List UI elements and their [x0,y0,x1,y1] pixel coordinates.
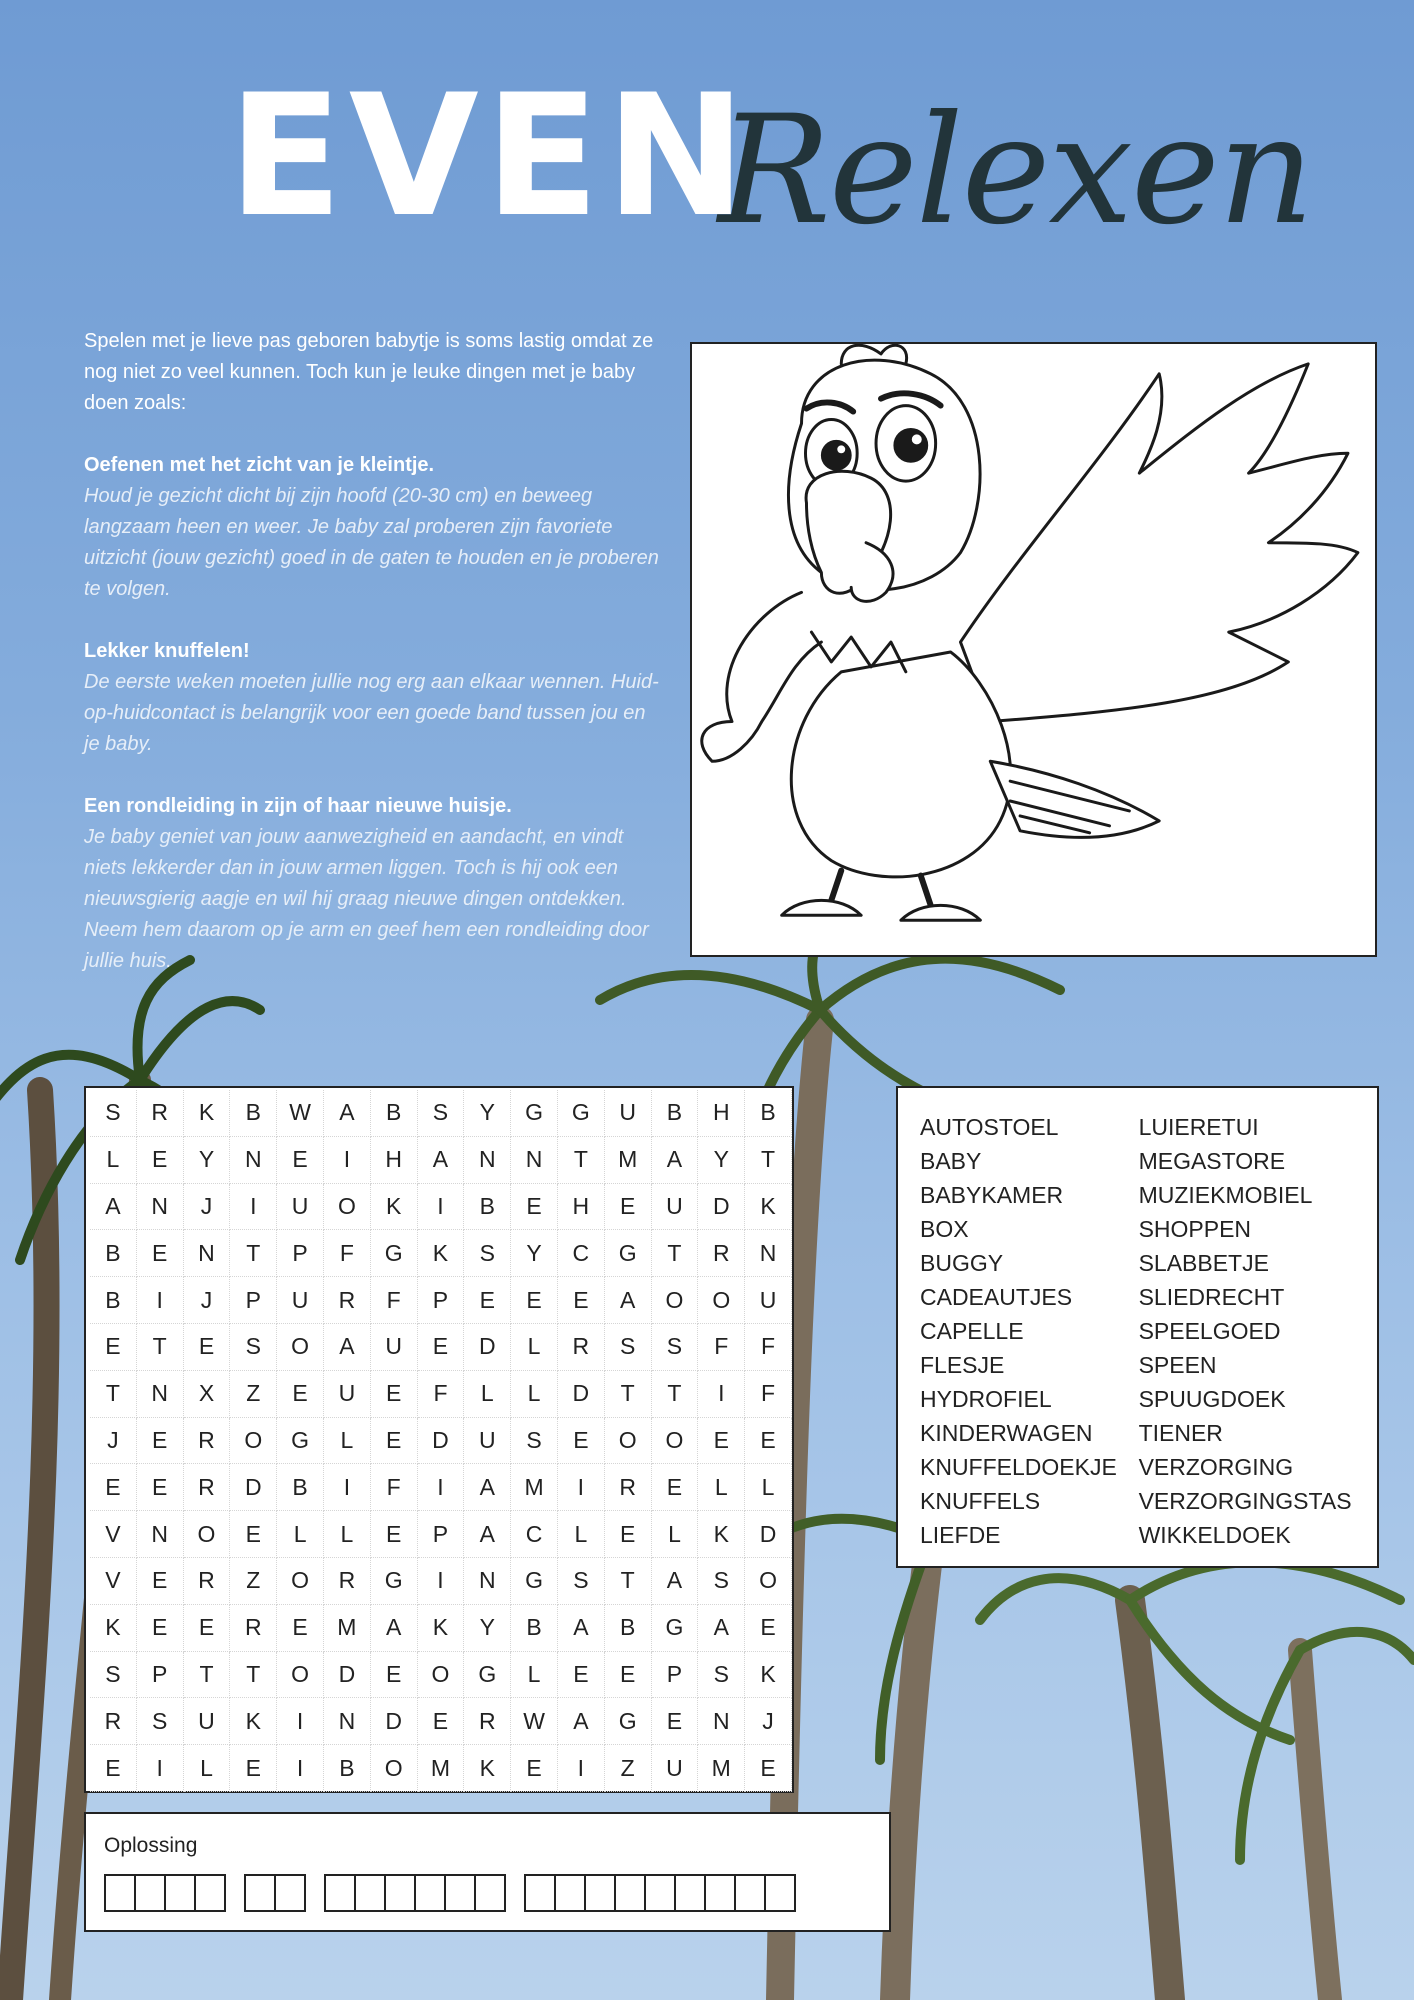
grid-cell: E [137,1558,184,1605]
grid-cell: I [418,1184,465,1231]
grid-cell: Y [511,1230,558,1277]
word-item: SPUUGDOEK [1138,1386,1286,1412]
solution-letter-box[interactable] [354,1874,386,1912]
grid-cell: D [558,1371,605,1418]
grid-cell: E [90,1464,137,1511]
grid-cell: E [277,1371,324,1418]
grid-cell: B [90,1277,137,1324]
grid-cell: L [745,1464,792,1511]
grid-cell: L [652,1511,699,1558]
solution-letter-box[interactable] [764,1874,796,1912]
word-item: BOX [920,1216,969,1242]
grid-cell: R [324,1277,371,1324]
solution-box [84,1812,891,1932]
grid-cell: I [324,1137,371,1184]
solution-letter-box[interactable] [194,1874,226,1912]
grid-cell: B [511,1605,558,1652]
grid-cell: K [698,1511,745,1558]
grid-cell: E [745,1605,792,1652]
grid-cell: G [558,1090,605,1137]
grid-cell: E [745,1418,792,1465]
grid-cell: A [698,1605,745,1652]
grid-cell: V [90,1558,137,1605]
grid-cell: E [90,1324,137,1371]
solution-letter-box[interactable] [614,1874,646,1912]
grid-cell: E [371,1652,418,1699]
grid-cell: T [605,1558,652,1605]
solution-letter-box[interactable] [554,1874,586,1912]
grid-cell: B [324,1745,371,1792]
solution-letter-box[interactable] [414,1874,446,1912]
word-list [896,1086,1379,1568]
grid-cell: K [184,1090,231,1137]
grid-cell: P [418,1277,465,1324]
grid-cell: E [137,1605,184,1652]
grid-cell: E [558,1418,605,1465]
grid-cell: K [371,1184,418,1231]
parrot-coloring-icon [692,344,1375,955]
grid-cell: J [184,1277,231,1324]
grid-cell: R [324,1558,371,1605]
grid-cell: W [511,1698,558,1745]
word-item: MEGASTORE [1138,1148,1286,1174]
grid-cell: M [324,1605,371,1652]
grid-cell: E [137,1464,184,1511]
grid-cell: O [605,1418,652,1465]
grid-cell: E [652,1464,699,1511]
grid-cell: S [137,1698,184,1745]
grid-cell: E [184,1605,231,1652]
grid-cell: B [371,1090,418,1137]
grid-cell: L [511,1652,558,1699]
grid-cell: S [652,1324,699,1371]
grid-cell: E [277,1137,324,1184]
grid-cell: I [137,1277,184,1324]
grid-cell: A [324,1090,371,1137]
grid-cell: O [652,1277,699,1324]
word-item: BABYKAMER [920,1182,1064,1208]
grid-cell: V [90,1511,137,1558]
grid-cell: N [511,1137,558,1184]
solution-letter-box[interactable] [444,1874,476,1912]
grid-cell: K [230,1698,277,1745]
grid-cell: M [605,1137,652,1184]
grid-cell: T [230,1230,277,1277]
grid-cell: E [371,1511,418,1558]
grid-cell: B [90,1230,137,1277]
grid-cell: G [511,1090,558,1137]
word-item: SHOPPEN [1138,1216,1252,1242]
grid-cell: I [418,1558,465,1605]
grid-cell: E [558,1277,605,1324]
grid-cell: M [418,1745,465,1792]
solution-letter-box[interactable] [244,1874,276,1912]
grid-cell: H [558,1184,605,1231]
grid-cell: Z [230,1371,277,1418]
word-item: VERZORGINGSTAS [1138,1488,1352,1514]
solution-letter-box[interactable] [164,1874,196,1912]
grid-cell: J [745,1698,792,1745]
grid-cell: I [324,1464,371,1511]
grid-cell: E [137,1230,184,1277]
solution-letter-box[interactable] [324,1874,356,1912]
solution-word-group [104,1874,226,1912]
grid-cell: T [137,1324,184,1371]
word-item: SLABBETJE [1138,1250,1269,1276]
tip-heading: Lekker knuffelen! [84,640,250,662]
grid-cell: N [137,1511,184,1558]
tip-zicht [84,450,660,605]
grid-cell: N [137,1184,184,1231]
grid-cell: Z [605,1745,652,1792]
grid-cell: T [558,1137,605,1184]
grid-cell: M [698,1745,745,1792]
grid-cell: T [184,1652,231,1699]
tip-heading: Oefenen met het zicht van je kleintje. [84,454,435,476]
grid-cell: L [324,1511,371,1558]
grid-cell: E [464,1277,511,1324]
word-item: BABY [920,1148,982,1174]
solution-letter-box[interactable] [274,1874,306,1912]
grid-cell: O [184,1511,231,1558]
grid-cell: T [652,1371,699,1418]
grid-cell: F [324,1230,371,1277]
grid-cell: E [511,1745,558,1792]
grid-cell: O [277,1324,324,1371]
grid-cell: T [745,1137,792,1184]
grid-cell: L [90,1137,137,1184]
grid-cell: T [605,1371,652,1418]
grid-cell: C [558,1230,605,1277]
grid-cell: K [418,1605,465,1652]
grid-cell: S [464,1230,511,1277]
grid-cell: C [511,1511,558,1558]
solution-answer-boxes [104,1874,796,1912]
grid-cell: N [464,1558,511,1605]
grid-cell: R [558,1324,605,1371]
grid-cell: T [230,1652,277,1699]
word-item: SPEEN [1138,1352,1217,1378]
grid-cell: S [698,1652,745,1699]
grid-cell: B [652,1090,699,1137]
tip-knuffelen [84,636,660,760]
grid-cell: E [605,1184,652,1231]
grid-cell: P [137,1652,184,1699]
grid-cell: R [230,1605,277,1652]
grid-cell: E [230,1745,277,1792]
grid-cell: S [230,1324,277,1371]
grid-cell: G [277,1418,324,1465]
solution-word-group [324,1874,506,1912]
word-item: WIKKELDOEK [1138,1522,1291,1548]
word-item: CADEAUTJES [920,1284,1073,1310]
tip-body: De eerste weken moeten jullie nog erg aan elkaar wennen. Huid-op-huidcontact is belangrijk voor een goede band tussen jou en je baby. [84,671,659,755]
word-item: FLESJE [920,1352,1005,1378]
word-search-grid [84,1086,794,1793]
grid-cell: L [511,1324,558,1371]
grid-cell: S [90,1652,137,1699]
solution-word-group [524,1874,796,1912]
grid-cell: P [277,1230,324,1277]
grid-cell: F [745,1324,792,1371]
grid-cell: L [698,1464,745,1511]
grid-cell: F [745,1371,792,1418]
grid-cell: E [511,1184,558,1231]
grid-cell: L [511,1371,558,1418]
grid-cell: B [745,1090,792,1137]
grid-cell: J [184,1184,231,1231]
grid-cell: D [230,1464,277,1511]
grid-cell: R [605,1464,652,1511]
grid-cell: N [324,1698,371,1745]
grid-cell: A [464,1464,511,1511]
letter-grid [90,1090,788,1792]
solution-letter-box[interactable] [734,1874,766,1912]
grid-cell: G [652,1605,699,1652]
grid-cell: N [137,1371,184,1418]
word-item: VERZORGING [1138,1454,1294,1480]
grid-cell: E [277,1605,324,1652]
grid-cell: G [605,1698,652,1745]
grid-cell: A [371,1605,418,1652]
word-item: KINDERWAGEN [920,1420,1093,1446]
grid-cell: L [558,1511,605,1558]
grid-cell: H [698,1090,745,1137]
grid-cell: R [184,1464,231,1511]
grid-cell: Y [464,1605,511,1652]
grid-cell: P [418,1511,465,1558]
intro-section [84,326,660,1008]
grid-cell: R [698,1230,745,1277]
grid-cell: B [230,1090,277,1137]
solution-letter-box[interactable] [134,1874,166,1912]
word-list-left [920,1110,1139,1566]
grid-cell: N [464,1137,511,1184]
grid-cell: I [558,1745,605,1792]
solution-letter-box[interactable] [674,1874,706,1912]
solution-word-group [244,1874,306,1912]
grid-cell: U [371,1324,418,1371]
grid-cell: O [230,1418,277,1465]
grid-cell: A [90,1184,137,1231]
grid-cell: E [137,1418,184,1465]
grid-cell: X [184,1371,231,1418]
grid-cell: W [277,1090,324,1137]
grid-cell: O [418,1652,465,1699]
grid-cell: U [184,1698,231,1745]
word-item: MUZIEKMOBIEL [1138,1182,1313,1208]
grid-cell: Z [230,1558,277,1605]
grid-cell: L [277,1511,324,1558]
grid-cell: I [558,1464,605,1511]
word-item: LUIERETUI [1138,1114,1259,1140]
grid-cell: Y [184,1137,231,1184]
grid-cell: E [745,1745,792,1792]
grid-cell: U [464,1418,511,1465]
grid-cell: S [511,1418,558,1465]
word-item: SPEELGOED [1138,1318,1281,1344]
grid-cell: A [324,1324,371,1371]
grid-cell: E [184,1324,231,1371]
grid-cell: E [605,1511,652,1558]
title-even: EVEN [228,58,753,254]
grid-cell: G [371,1230,418,1277]
grid-cell: A [558,1698,605,1745]
grid-cell: E [90,1745,137,1792]
grid-cell: H [371,1137,418,1184]
grid-cell: F [371,1277,418,1324]
grid-cell: R [464,1698,511,1745]
grid-cell: A [464,1511,511,1558]
grid-cell: P [230,1277,277,1324]
grid-cell: E [511,1277,558,1324]
grid-cell: M [511,1464,558,1511]
grid-cell: I [418,1464,465,1511]
grid-cell: Y [464,1090,511,1137]
grid-cell: S [418,1090,465,1137]
grid-cell: O [652,1418,699,1465]
grid-cell: A [652,1137,699,1184]
grid-cell: E [698,1418,745,1465]
grid-cell: U [324,1371,371,1418]
grid-cell: K [418,1230,465,1277]
grid-cell: E [418,1324,465,1371]
grid-cell: G [464,1652,511,1699]
grid-cell: B [605,1605,652,1652]
tip-rondleiding [84,791,660,977]
solution-letter-box[interactable] [584,1874,616,1912]
solution-letter-box[interactable] [104,1874,136,1912]
grid-cell: U [745,1277,792,1324]
word-item: SLIEDRECHT [1138,1284,1285,1310]
word-item: AUTOSTOEL [920,1114,1059,1140]
grid-cell: U [605,1090,652,1137]
grid-cell: N [230,1137,277,1184]
grid-cell: N [745,1230,792,1277]
solution-letter-box[interactable] [384,1874,416,1912]
grid-cell: T [652,1230,699,1277]
grid-cell: G [511,1558,558,1605]
grid-cell: G [371,1558,418,1605]
grid-cell: E [371,1418,418,1465]
grid-cell: D [418,1418,465,1465]
tip-body: Houd je gezicht dicht bij zijn hoofd (20-30 cm) en beweeg langzaam heen en weer. Je baby zal proberen zijn favoriete uitzicht (jouw gezicht) goed in de gaten te houden en je proberen te volgen. [84,485,659,600]
grid-cell: J [90,1418,137,1465]
grid-cell: R [184,1558,231,1605]
word-item: KNUFFELS [920,1488,1041,1514]
grid-cell: U [277,1184,324,1231]
intro-paragraph: Spelen met je lieve pas geboren babytje is soms lastig omdat ze nog niet zo veel kunnen. Toch kun je leuke dingen met je baby doen zoals: [84,330,654,414]
grid-cell: E [137,1137,184,1184]
grid-cell: U [652,1184,699,1231]
coloring-picture-box [690,342,1377,957]
word-item: TIENER [1138,1420,1223,1446]
grid-cell: G [605,1230,652,1277]
grid-cell: K [745,1652,792,1699]
solution-letter-box[interactable] [524,1874,556,1912]
tip-heading: Een rondleiding in zijn of haar nieuwe huisje. [84,795,512,817]
grid-cell: R [90,1698,137,1745]
grid-cell: D [698,1184,745,1231]
grid-cell: F [698,1324,745,1371]
grid-cell: N [698,1698,745,1745]
grid-cell: O [277,1558,324,1605]
grid-cell: I [277,1698,324,1745]
grid-cell: E [418,1698,465,1745]
word-item: CAPELLE [920,1318,1024,1344]
title-relexen: Relexen [718,84,1313,258]
grid-cell: I [698,1371,745,1418]
grid-cell: D [464,1324,511,1371]
grid-cell: T [90,1371,137,1418]
grid-cell: E [652,1698,699,1745]
grid-cell: S [558,1558,605,1605]
grid-cell: K [745,1184,792,1231]
grid-cell: R [184,1418,231,1465]
word-item: BUGGY [920,1250,1004,1276]
word-item: KNUFFELDOEKJE [920,1454,1117,1480]
grid-cell: E [371,1371,418,1418]
grid-cell: S [605,1324,652,1371]
grid-cell: B [464,1184,511,1231]
grid-cell: U [277,1277,324,1324]
grid-cell: F [371,1464,418,1511]
grid-cell: E [605,1652,652,1699]
grid-cell: E [230,1511,277,1558]
word-item: LIEFDE [920,1522,1001,1548]
grid-cell: A [605,1277,652,1324]
solution-letter-box[interactable] [704,1874,736,1912]
grid-cell: O [745,1558,792,1605]
solution-label: Oplossing [104,1834,198,1857]
word-list-right [1139,1110,1377,1566]
grid-cell: R [137,1090,184,1137]
grid-cell: P [652,1652,699,1699]
grid-cell: I [230,1184,277,1231]
grid-cell: D [745,1511,792,1558]
word-item: HYDROFIEL [920,1386,1052,1412]
grid-cell: L [464,1371,511,1418]
grid-cell: O [698,1277,745,1324]
grid-cell: S [90,1090,137,1137]
solution-letter-box[interactable] [474,1874,506,1912]
grid-cell: O [371,1745,418,1792]
grid-cell: N [184,1230,231,1277]
grid-cell: U [652,1745,699,1792]
grid-cell: Y [698,1137,745,1184]
grid-cell: K [464,1745,511,1792]
tip-body: Je baby geniet van jouw aanwezigheid en aandacht, en vindt niets lekkerder dan in jouw armen liggen. Toch is hij ook een nieuwsgierig aagje en wil hij graag nieuwe dingen ontdekken. Neem hem daarom op je arm en geef hem een rondleiding door jullie huis. [84,826,649,972]
grid-cell: F [418,1371,465,1418]
grid-cell: I [137,1745,184,1792]
grid-cell: D [371,1698,418,1745]
grid-cell: K [90,1605,137,1652]
grid-cell: L [324,1418,371,1465]
grid-cell: A [558,1605,605,1652]
solution-letter-box[interactable] [644,1874,676,1912]
grid-cell: I [277,1745,324,1792]
grid-cell: L [184,1745,231,1792]
grid-cell: E [558,1652,605,1699]
grid-cell: O [324,1184,371,1231]
grid-cell: D [324,1652,371,1699]
grid-cell: A [418,1137,465,1184]
grid-cell: A [652,1558,699,1605]
grid-cell: O [277,1652,324,1699]
grid-cell: B [277,1464,324,1511]
grid-cell: S [698,1558,745,1605]
